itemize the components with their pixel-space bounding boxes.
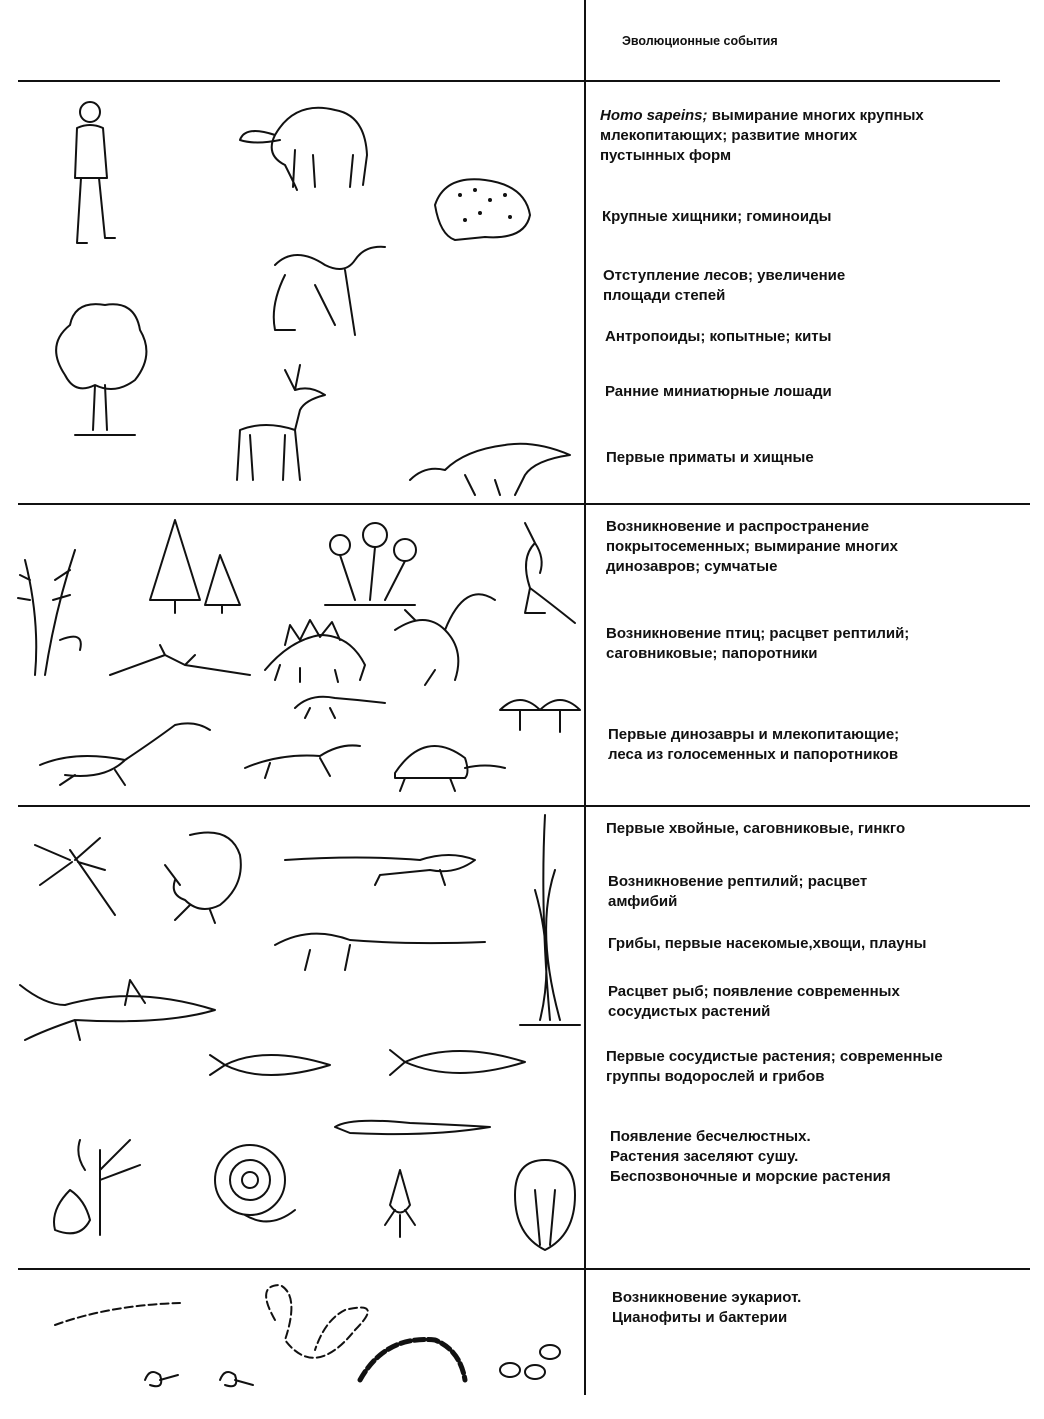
archaeopteryx-illustration	[385, 570, 500, 690]
deer-illustration	[225, 360, 335, 485]
event-text: Грибы, первые насекомые,хвощи, плауны	[608, 935, 927, 952]
shark-illustration	[15, 975, 220, 1050]
event-text: Первые приматы и хищные	[606, 449, 814, 466]
event-text: Возникновение эукариот. Цианофиты и бактерии	[612, 1289, 802, 1326]
event-text: Ранние миниатюрные лошади	[605, 383, 832, 400]
spiral-bacterium-illustration	[215, 1365, 255, 1395]
ape-illustration	[255, 235, 395, 340]
event-text: Первые динозавры и млекопитающие; леса из голосеменных и папоротников	[608, 726, 900, 763]
fern-illustration	[15, 540, 85, 680]
mushrooms-illustration	[495, 690, 585, 735]
reptile-illustration	[240, 738, 365, 783]
event-homo-sapiens	[600, 106, 924, 166]
tree-illustration	[45, 295, 155, 440]
early-mammal-illustration	[290, 688, 390, 720]
event-text: Антропоиды; копытные; киты	[605, 328, 832, 345]
bacteria-cells-illustration	[495, 1340, 570, 1385]
snail-illustration	[205, 1140, 300, 1230]
event-text: Первые сосудистые растения; современные группы водорослей и грибов	[606, 1048, 943, 1085]
fish-illustration	[205, 1045, 335, 1085]
stegosaurus-illustration	[260, 610, 370, 685]
section-divider-paleozoic	[18, 1268, 1030, 1270]
plesiosaur-illustration	[35, 715, 215, 790]
marine-plant-illustration	[40, 1130, 170, 1240]
carnivore-illustration	[405, 425, 575, 500]
amphibian-illustration	[280, 840, 480, 890]
event-text: Расцвет рыб; появление современных сосудистых растений	[608, 983, 900, 1020]
squid-illustration	[380, 1165, 420, 1240]
kangaroo-illustration	[515, 518, 580, 628]
spiral-bacterium-illustration	[140, 1365, 180, 1395]
event-italic-term: Homo sapeins;	[600, 107, 708, 124]
scorpion-illustration	[160, 825, 255, 925]
cyanobacteria-chain-illustration	[50, 1295, 185, 1330]
section-divider-header	[18, 80, 1000, 82]
early-reptile-illustration	[270, 920, 490, 980]
event-text: Отступление лесов; увеличение площади степей	[603, 267, 846, 304]
event-text: Появление бесчелюстных. Растения заселяют сушу. Беспозвоночные и морские растения	[610, 1128, 891, 1185]
fish-illustration	[385, 1040, 530, 1085]
event-text: вымирание многих крупных млекопитающих; развитие многих пустынных форм	[600, 107, 924, 164]
trilobite-illustration	[505, 1155, 580, 1255]
column-header: Эволюционные события	[622, 34, 778, 48]
event-text: Возникновение рептилий; расцвет амфибий	[608, 873, 868, 910]
leopard-illustration	[425, 165, 535, 245]
conifer-trees-illustration	[145, 515, 245, 615]
dragonfly-illustration	[30, 830, 125, 920]
human-illustration	[55, 98, 125, 248]
bacteria-chain-illustration	[355, 1330, 470, 1385]
event-text: Крупные хищники; гоминоиды	[602, 208, 832, 225]
jawless-fish-illustration	[330, 1115, 495, 1140]
section-divider-cenozoic	[18, 503, 1030, 505]
pterosaur-illustration	[105, 640, 255, 685]
event-text: Возникновение птиц; расцвет рептилий; саговниковые; папоротники	[606, 625, 910, 662]
mammoth-illustration	[235, 95, 375, 195]
event-text: Возникновение и распространение покрытосеменных; вымирание многих динозавров; сумчатые	[606, 518, 898, 575]
section-divider-mesozoic	[18, 805, 1030, 807]
tortoise-illustration	[385, 733, 510, 795]
horsetail-plant-illustration	[515, 810, 585, 1040]
event-text: Первые хвойные, саговниковые, гинкго	[606, 820, 906, 837]
